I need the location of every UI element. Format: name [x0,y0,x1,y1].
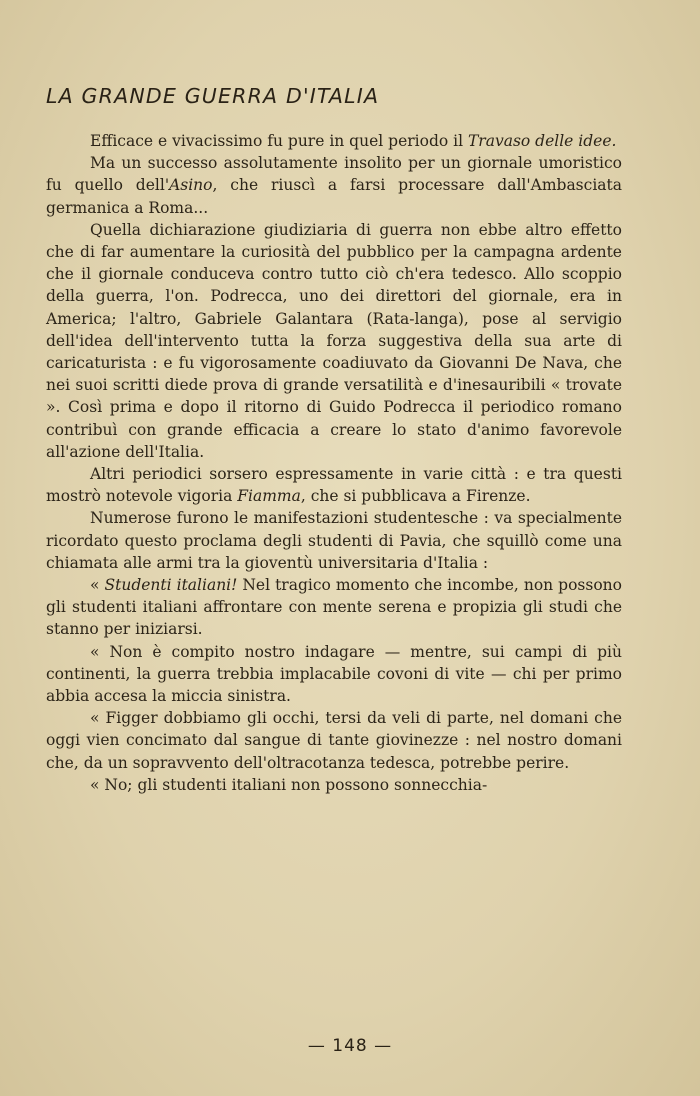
text-span: « Non è compito nostro indagare — mentre, sui campi di più continenti, la guerra trebbia implacabile covoni di vite — chi per primo abbia accesa la miccia sinistra. [46,642,622,706]
paragraph-asino [46,152,622,219]
paragraph-proclama-2 [46,641,622,708]
paragraph-travaso [46,130,622,152]
paragraph-proclama-3 [46,707,622,774]
text-span: « [90,576,105,595]
text-span: , che si pubblicava a Firenze. [300,487,531,506]
running-title: LA GRANDE GUERRA D'ITALIA [46,84,380,108]
paragraph-dichiarazione [46,219,622,463]
text-span: Quella dichiarazione giudiziaria di guerra non ebbe altro effetto che di far aumentare la curiosità del pubblico per la campagna ardente che il giornale conduceva contro tutto ciò ch'era tedesco. Allo scoppio della guerra, l'on. Podrecca, uno dei direttori del giornale, era in America; l'altro, Gabriele Galantara (Rata-langa), pose al servigio dell'idea dell'intervento tutta la forza suggestiva della sua arte di caricaturista : e fu vigorosamente coadiuvato da Giovanni De Nava, che nei suoi scritti diede prova di grande versatilità e d'inesauribili « trovate ». Così prima e dopo il ritorno di Guido Podrecca il periodico romano contribuì con grande efficacia a creare lo stato d'animo favorevole all'azione dell'Italia. [46,220,622,461]
text-span: « No; gli studenti italiani non possono sonnecchia- [90,775,488,794]
text-span: Numerose furono le manifestazioni studentesche : va specialmente ricordato questo proclama degli studenti di Pavia, che squillò come una chiamata alle armi tra la gioventù universitaria d'Italia : [46,509,622,572]
page-number: — 148 — [307,1036,393,1056]
text-span-italic: Travaso delle idee. [467,132,617,150]
text-span-italic: Fiamma [237,487,301,506]
paragraph-proclama-1 [46,574,622,641]
text-span-italic: Asino [169,176,213,195]
body-text [46,130,622,796]
text-span-italic: Studenti italiani! [104,576,238,595]
paragraph-manifestazioni [46,507,622,574]
text-span: Ma un successo assolutamente insolito per un giornale umoristico fu quello dell' [46,154,622,195]
text-span: Nel tragico momento che incombe, non possono gli studenti italiani affrontare con mente serena e propizia gli studi che stanno per iniziarsi. [46,576,622,639]
text-span: , che riuscì a farsi processare dall'Ambasciata germanica a Roma... [46,176,622,217]
paragraph-proclama-4 [46,774,622,796]
text-span: Efficace e vivacissimo fu pure in quel periodo il [90,132,468,150]
paragraph-altri-periodici [46,463,622,507]
text-span: « Figger dobbiamo gli occhi, tersi da veli di parte, nel domani che oggi vien concimato dal sangue di tante giovinezze : nel nostro domani che, da un sopravvento dell'oltracotanza tedesca, potrebbe perire. [46,709,622,772]
text-span: Altri periodici sorsero espressamente in varie città : e tra questi mostrò notevole vigoria [46,465,622,506]
